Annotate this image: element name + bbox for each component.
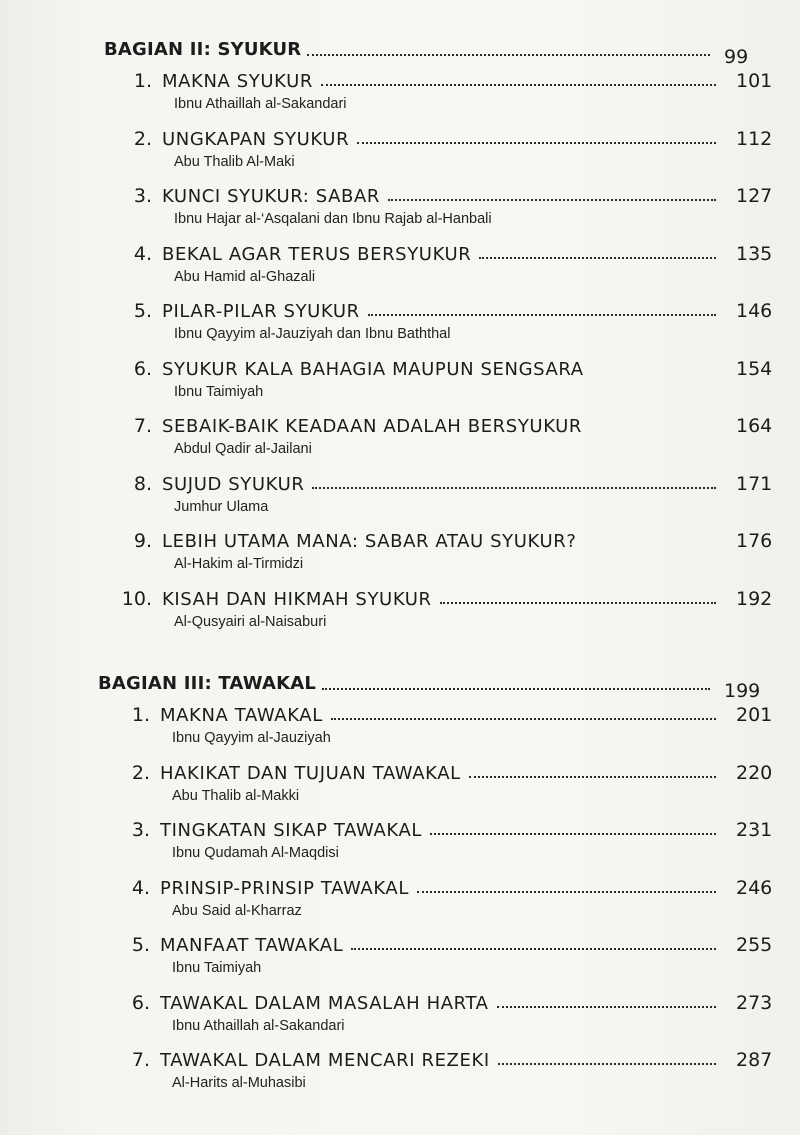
entry-page-number: 176 [736, 530, 773, 552]
entry-number: 10. [121, 587, 152, 610]
dot-leader [357, 142, 716, 144]
entry-title: SEBAIK-BAIK KEADAAN ADALAH BERSYUKUR [162, 416, 582, 437]
entry-page-number: 135 [736, 242, 773, 265]
section-title: BAGIAN III: TAWAKAL [98, 673, 317, 694]
entry-title: PRINSIP-PRINSIP TAWAKAL [160, 877, 409, 899]
entry-number: 1. [131, 704, 150, 726]
entry-number: 6. [133, 357, 152, 380]
dot-leader [417, 891, 716, 893]
entry-title: KISAH DAN HIKMAH SYUKUR [162, 588, 432, 610]
toc-entry [0, 1043, 800, 1101]
entry-author: Al-Qusyairi al-Naisaburi [174, 613, 327, 630]
entry-number: 7. [131, 1049, 150, 1071]
entry-title: MAKNA TAWAKAL [160, 705, 323, 726]
entry-author: Abu Said al-Kharraz [172, 902, 302, 919]
entry-page-number: 201 [736, 704, 773, 726]
toc-entry [0, 122, 800, 180]
dot-leader [307, 54, 710, 56]
entry-author: Abu Hamid al-Ghazali [174, 268, 316, 285]
entry-title: PILAR-PILAR SYUKUR [162, 301, 360, 322]
entry-page-number: 112 [736, 127, 773, 150]
dot-leader [497, 1006, 716, 1008]
dot-leader [469, 776, 716, 778]
toc-entry [0, 179, 800, 237]
dot-leader [498, 1063, 716, 1065]
entry-author: Al-Harits al-Muhasibi [172, 1075, 306, 1091]
entry-page-number: 287 [736, 1049, 773, 1071]
entry-page-number: 246 [736, 876, 773, 899]
entry-author: Ibnu Taimiyah [172, 960, 262, 976]
entry-page-number: 101 [736, 70, 773, 92]
entry-author: Ibnu Qayyim al-Jauziyah dan Ibnu Baththal [174, 326, 451, 342]
section-page-number: 99 [724, 46, 749, 68]
entry-author: Ibnu Taimiyah [174, 383, 264, 400]
entry-title: MAKNA SYUKUR [162, 71, 313, 92]
entry-number: 9. [133, 530, 152, 552]
entry-title: SUJUD SYUKUR [162, 473, 305, 495]
entry-page-number: 220 [736, 761, 773, 784]
section-heading [0, 664, 800, 702]
entry-author: Abu Thalib al-Makki [172, 787, 300, 804]
entry-title: MANFAAT TAWAKAL [160, 935, 344, 956]
entry-author: Abu Thalib Al-Maki [174, 153, 295, 170]
toc-entry [0, 928, 800, 986]
entry-page-number: 164 [736, 415, 773, 437]
entry-number: 3. [133, 185, 152, 207]
entry-page-number: 146 [736, 300, 773, 322]
dot-leader [321, 84, 716, 86]
entry-number: 1. [133, 70, 152, 92]
toc-entry [0, 813, 800, 871]
entry-title: TAWAKAL DALAM MENCARI REZEKI [160, 1050, 490, 1071]
toc-entry [0, 294, 800, 352]
toc-section-tawakal [0, 664, 800, 1101]
dot-leader [388, 199, 716, 201]
toc-entry [0, 698, 800, 756]
entry-title: TAWAKAL DALAM MASALAH HARTA [160, 992, 489, 1014]
entry-number: 5. [133, 300, 152, 322]
entry-page-number: 273 [736, 991, 773, 1014]
entry-page-number: 255 [736, 934, 773, 956]
dot-leader [368, 314, 716, 316]
entry-title: KUNCI SYUKUR: SABAR [162, 186, 381, 207]
toc-entry [0, 409, 800, 467]
entry-number: 4. [131, 876, 150, 899]
toc-entry [0, 582, 800, 640]
dot-leader [479, 257, 716, 259]
toc-entry [0, 467, 800, 525]
dot-leader [351, 948, 716, 950]
dot-leader [430, 833, 716, 835]
toc-entry [0, 237, 800, 295]
entry-author: Abdul Qadir al-Jailani [174, 441, 312, 457]
entry-page-number: 171 [736, 472, 773, 495]
dot-leader [331, 718, 716, 720]
entry-number: 3. [131, 819, 150, 841]
entry-number: 4. [133, 242, 152, 265]
entry-title: LEBIH UTAMA MANA: SABAR ATAU SYUKUR? [162, 531, 577, 552]
toc-entry [0, 871, 800, 929]
entry-number: 2. [131, 761, 150, 784]
entry-number: 5. [131, 934, 150, 956]
entry-title: TINGKATAN SIKAP TAWAKAL [160, 820, 423, 841]
entry-author: Ibnu Qudamah Al-Maqdisi [172, 845, 339, 861]
section-title: BAGIAN II: SYUKUR [104, 39, 302, 60]
dot-leader [440, 602, 716, 604]
entry-title: BEKAL AGAR TERUS BERSYUKUR [162, 243, 472, 265]
section-heading [0, 30, 800, 68]
entry-author: Ibnu Qayyim al-Jauziyah [172, 730, 331, 746]
entry-title: UNGKAPAN SYUKUR [162, 128, 350, 150]
toc-entry [0, 352, 800, 410]
entry-page-number: 154 [736, 357, 773, 380]
entry-page-number: 127 [736, 185, 773, 207]
entry-author: Al-Hakim al-Tirmidzi [174, 556, 304, 572]
toc-entry [0, 756, 800, 814]
dot-leader [322, 688, 710, 690]
section-page-number: 199 [724, 680, 761, 702]
entry-page-number: 192 [736, 587, 773, 610]
entry-author: Ibnu Athaillah al-Sakandari [172, 1017, 345, 1034]
toc-entry [0, 986, 800, 1044]
toc-section-syukur [0, 30, 800, 639]
entry-title: HAKIKAT DAN TUJUAN TAWAKAL [160, 762, 461, 784]
entry-number: 6. [131, 991, 150, 1014]
entry-author: Jumhur Ulama [174, 498, 269, 515]
entry-author: Ibnu Hajar al-‘Asqalani dan Ibnu Rajab al-Hanbali [174, 211, 492, 227]
dot-leader [312, 487, 716, 489]
entry-number: 7. [133, 415, 152, 437]
entry-number: 2. [133, 127, 152, 150]
entry-number: 8. [133, 472, 152, 495]
entry-page-number: 231 [736, 819, 773, 841]
entry-title: SYUKUR KALA BAHAGIA MAUPUN SENGSARA [162, 358, 584, 380]
toc-entry [0, 64, 800, 122]
entry-author: Ibnu Athaillah al-Sakandari [174, 96, 347, 112]
toc-entry [0, 524, 800, 582]
